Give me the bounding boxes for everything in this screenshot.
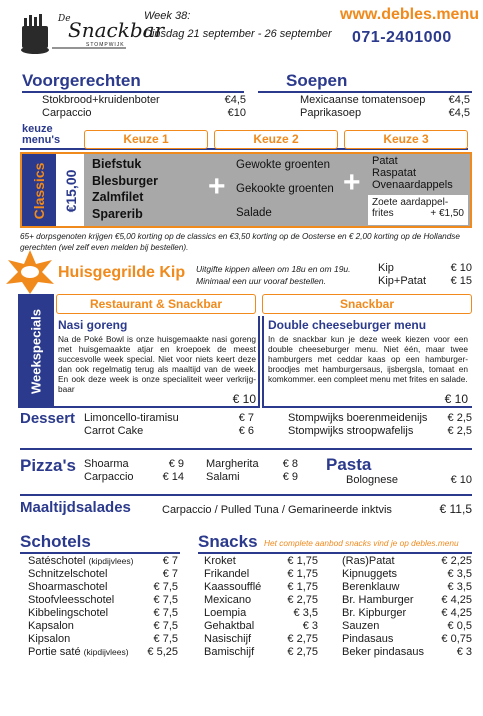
item-name: Frikandel (204, 568, 250, 580)
item-name: (Ras)Patat (342, 555, 395, 567)
list-item (28, 646, 178, 659)
item-name: Bamischijf (204, 646, 255, 658)
weekspecial-right-title: Double cheeseburger menu (268, 318, 427, 332)
item-price: € 2,75 (287, 633, 318, 645)
item-price: € 0,75 (441, 633, 472, 645)
tab-restaurant-snackbar: Restaurant & Snackbar (56, 294, 256, 314)
snacks-col1 (204, 555, 318, 659)
item-name: Shoarma (84, 458, 129, 470)
tab-keuze-3: Keuze 3 (344, 130, 468, 149)
list-item: Biefstuk (92, 157, 142, 171)
item-price: € 7 (238, 412, 254, 424)
voorgerechten-list (42, 94, 246, 120)
pizzas-title: Pizza's (20, 456, 77, 475)
classics-price: €15,00 (63, 169, 79, 213)
item-name: Stoofvleesschotel (28, 594, 115, 606)
weekspecial-right-text: In de snackbar kun je deze week kiezen voor een double cheeseburger menu. Niet één, maar twee hamburgers met ceddar kaas op een hamburger-broodjes met hamburgersaus, ijsbergsla, tomaat en komkommer. een compleet menu met frites en salade. (268, 334, 468, 384)
item-price: € 15 (450, 275, 472, 287)
item-price: € 7,5 (153, 607, 178, 619)
pizzas-col1 (84, 458, 184, 484)
logo (18, 10, 165, 56)
list-item: Salade (236, 207, 272, 219)
keuze-note: 65+ dorpsgenoten krijgen €5,00 korting op de classics en €3,50 korting op de Oosterse en € 2,00 korting op de Hollandse gerechten (wel zelf even melden bij bestellen). (20, 232, 460, 252)
tab-keuze-1: Keuze 1 (84, 130, 208, 149)
list-item (342, 555, 472, 568)
item-price: € 8 (282, 458, 298, 470)
list-item (204, 646, 318, 659)
item-name: Paprikasoep (300, 107, 362, 119)
snacks-col2 (342, 555, 472, 659)
item-name: Br. Hamburger (342, 594, 414, 606)
weekspecial-left-title: Nasi goreng (58, 318, 128, 332)
item-price: € 9 (282, 471, 298, 483)
item-name: Stokbrood+kruidenboter (42, 94, 160, 106)
item-name: Satéschotel (kipdijvlees) (28, 555, 134, 567)
item-name: Bolognese (346, 474, 398, 486)
item-price: € 3,5 (447, 568, 472, 580)
item-name: Kaassoufflé (204, 581, 262, 593)
keuze-col2 (236, 160, 334, 219)
item-price: € 10 (450, 262, 472, 274)
dessert-divider (20, 448, 472, 450)
list-item (84, 412, 254, 425)
logo-de: De (58, 14, 71, 24)
item-price: € 1,75 (287, 568, 318, 580)
soepen-underline (258, 91, 472, 93)
item-price: € 4,25 (441, 607, 472, 619)
item-name: Mexicano (204, 594, 252, 606)
item-price: €4,5 (448, 94, 470, 106)
item-price: € 7 (162, 568, 178, 580)
snacks-underline (198, 552, 472, 554)
list-item (300, 107, 470, 120)
list-item (28, 633, 178, 646)
item-name: Mexicaanse tomatensoep (300, 94, 426, 106)
weekspecial-left-text: Na de Poké Bowl is onze huisgemaakte nasi goreng met huisgemaakte atjar en kroepoek de meest succesvolle week special. Niet voor niets keert deze dan ook regelmatig terug als maaltijd van de week. En ook deze week is onze specialiteit weer verkrijg-baar (58, 334, 256, 394)
list-item (378, 262, 472, 275)
item-name: Kip+Patat (378, 275, 427, 287)
soepen-list (300, 94, 470, 120)
list-item: Patat (372, 155, 398, 167)
list-item (300, 94, 470, 107)
list-item (342, 594, 472, 607)
item-price: € 1,75 (287, 581, 318, 593)
list-item (28, 620, 178, 633)
plus-icon: + (343, 166, 361, 199)
list-item (84, 458, 184, 471)
list-item (84, 471, 184, 484)
item-name: Shoarmaschotel (28, 581, 108, 593)
list-item (342, 646, 472, 659)
list-item (378, 275, 472, 288)
list-item (28, 568, 178, 581)
list-item (204, 607, 318, 620)
list-item: Gekookte groenten (236, 183, 334, 195)
item-name: Sauzen (342, 620, 380, 632)
list-item (342, 581, 472, 594)
list-item: Gewokte groenten (236, 159, 330, 171)
item-price: € 3,5 (447, 581, 472, 593)
phone[interactable]: 071-2401000 (352, 29, 452, 46)
week-label: Week 38: (144, 10, 191, 22)
item-price: + €1,50 (430, 208, 464, 219)
list-item (84, 425, 254, 438)
snacks-title: Snacks (198, 532, 258, 551)
chicken-badge-icon (4, 250, 56, 294)
voorgerechten-title: Voorgerechten (22, 71, 141, 90)
soepen-title: Soepen (286, 71, 348, 90)
keuze-col1 (92, 156, 158, 222)
list-item: Sparerib (92, 206, 143, 221)
list-item (204, 594, 318, 607)
item-name: Margherita (206, 458, 259, 470)
list-item (204, 555, 318, 568)
kip-list (378, 262, 472, 288)
item-name: Stompwijks boerenmeidenijs (288, 412, 428, 424)
kip-note-1: Uitgifte kippen alleen om 18u en om 19u. (196, 264, 351, 274)
pasta-title: Pasta (326, 455, 372, 474)
item-name: Kipnuggets (342, 568, 398, 580)
maaltijdsalades-title: Maaltijdsalades (20, 499, 131, 516)
item-price: € 1,75 (287, 555, 318, 567)
list-item (342, 633, 472, 646)
list-item (204, 620, 318, 633)
list-item (288, 425, 472, 438)
tab-keuze-2: Keuze 2 (214, 130, 338, 149)
item-price: € 7,5 (153, 620, 178, 632)
item-name: Carrot Cake (84, 425, 144, 437)
item-price: € 7 (162, 555, 178, 567)
item-name: Nasischijf (204, 633, 252, 645)
voorgerechten-underline (22, 91, 244, 93)
item-price: €4,5 (448, 107, 470, 119)
classics-label: Classics (31, 162, 47, 220)
item-price: € 0,5 (447, 620, 472, 632)
item-price: € 6 (238, 425, 254, 437)
list-item (288, 412, 472, 425)
website[interactable]: www.debles.menu (340, 6, 479, 23)
dessert-title: Dessert (20, 410, 76, 427)
list-item (342, 607, 472, 620)
item-price: € 9 (168, 458, 184, 470)
keuze-col3 (372, 155, 453, 191)
item-name: Kibbelingschotel (28, 607, 109, 619)
item-price: € 5,25 (147, 646, 178, 658)
list-item (342, 568, 472, 581)
list-item (28, 594, 178, 607)
week-dates: Dinsdag 21 september - 26 september (144, 28, 332, 40)
kip-title: Huisgegrilde Kip (58, 264, 186, 281)
list-item (342, 620, 472, 633)
item-price: € 4,25 (441, 594, 472, 606)
item-name: Kroket (204, 555, 236, 567)
item-price: € 3,5 (293, 607, 318, 619)
tab-snackbar: Snackbar (262, 294, 472, 314)
item-price: € 14 (162, 471, 184, 483)
list-item: Raspatat (372, 167, 417, 179)
pasta-list (346, 474, 472, 487)
snacks-note[interactable]: Het complete aanbod snacks vind je op debles.menu (264, 538, 459, 548)
weekspecial-right-price: € 10 (444, 392, 468, 406)
item-price: € 2,75 (287, 646, 318, 658)
item-price: €10 (227, 107, 246, 119)
item-name: Salami (206, 471, 240, 483)
pizzas-col2 (206, 458, 298, 484)
list-item (28, 555, 178, 568)
item-price: € 7,5 (153, 633, 178, 645)
list-item: Blesburger (92, 173, 158, 188)
maaltijdsalades-text: Carpaccio / Pulled Tuna / Gemarineerde inktvis (162, 504, 392, 516)
plus-icon: + (208, 170, 226, 203)
item-price: €4,5 (224, 94, 246, 106)
item-name: Carpaccio (84, 471, 134, 483)
item-name: Kapsalon (28, 620, 74, 632)
list-item: Ovenaardappels (372, 179, 453, 191)
item-name: Gehaktbal (204, 620, 255, 632)
item-name: Loempia (204, 607, 247, 619)
item-price: € 7,5 (153, 594, 178, 606)
item-name: Limoncello-tiramisu (84, 412, 179, 424)
item-name: Schnitzelschotel (28, 568, 108, 580)
item-name: Portie saté (kipdijvlees) (28, 646, 129, 658)
item-price: € 2,25 (441, 555, 472, 567)
logo-sub: STOMPWIJK (86, 42, 125, 48)
weekspecials-label: Weekspecials (28, 308, 44, 395)
schotels-underline (20, 552, 180, 554)
item-price: € 2,5 (447, 412, 472, 424)
item-name: Pindasaus (342, 633, 394, 645)
list-item (346, 474, 472, 487)
keuze-col3-extra (368, 195, 468, 225)
list-item (204, 568, 318, 581)
item-price: € 10 (450, 474, 472, 486)
pizzas-divider (20, 494, 472, 496)
item-name: Kipsalon (28, 633, 71, 645)
maaltijdsalades-price: € 11,5 (439, 502, 472, 516)
item-name: Kip (378, 262, 394, 274)
weekspecial-left-price: € 10 (232, 392, 256, 406)
list-item (204, 581, 318, 594)
item-price: € 2,5 (447, 425, 472, 437)
schotels-title: Schotels (20, 532, 91, 551)
list-item (28, 607, 178, 620)
item-price: € 7,5 (153, 581, 178, 593)
keuze-label: keuze menu's (22, 123, 61, 146)
list-item: Zoete aardappel- (372, 197, 449, 208)
list-item: Zalmfilet (92, 190, 144, 204)
item-name: Br. Kipburger (342, 607, 407, 619)
item-name: Beker pindasaus (342, 646, 424, 658)
item-name: Berenklauw (342, 581, 400, 593)
list-item (204, 633, 318, 646)
kip-note-2: Minimaal een uur vooraf bestellen. (196, 276, 326, 286)
list-item (206, 458, 298, 471)
list-item (28, 581, 178, 594)
item-name: Stompwijks stroopwafelijs (288, 425, 414, 437)
item-price: € 3 (302, 620, 318, 632)
item-price: € 3 (456, 646, 472, 658)
logo-script: Snackbar (68, 18, 165, 42)
list-item (42, 94, 246, 107)
item-price: € 2,75 (287, 594, 318, 606)
list-item (42, 107, 246, 120)
list-item (206, 471, 298, 484)
schotels-list (28, 555, 178, 659)
dessert-left (84, 412, 254, 438)
item-name: Carpaccio (42, 107, 92, 119)
dessert-right (288, 412, 472, 438)
list-item: frites (372, 208, 394, 219)
